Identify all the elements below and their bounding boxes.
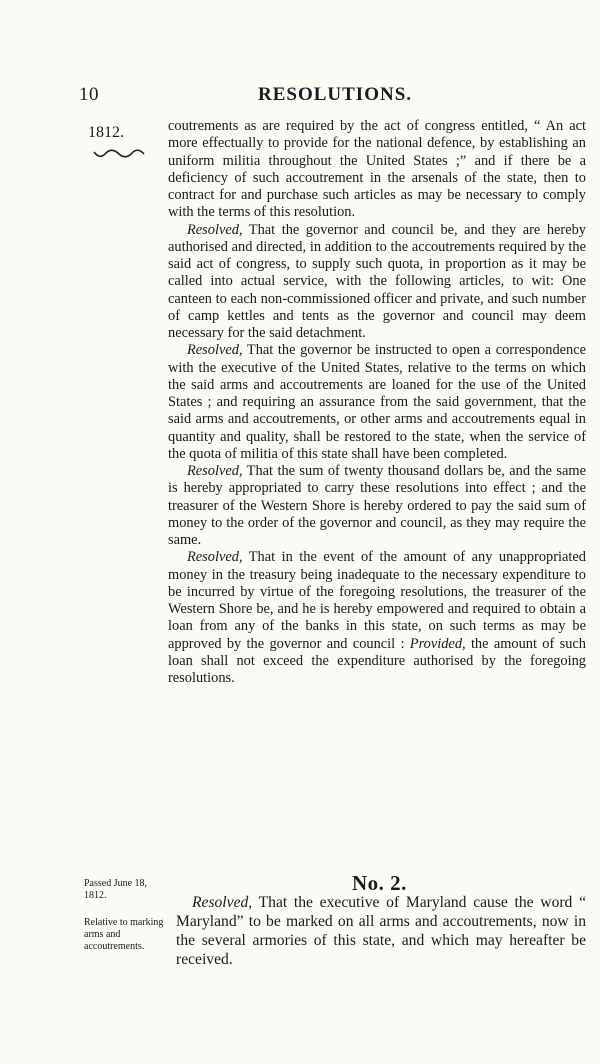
paragraph-text: the amount of such loan shall not exceed the expenditure authorised by the foregoing resolutions. — [168, 635, 586, 686]
flourish-ornament-icon — [92, 148, 146, 160]
page-header — [0, 84, 600, 112]
paragraph-text: That the executive of Maryland cause the word “ Maryland” to be marked on all arms and accoutrements, now in the several armories of this state, and which may hereafter be received. — [176, 894, 586, 968]
paragraph-text: That the governor be instructed to open a correspondence with the executive of the United States, relative to the terms on which the said arms and accoutrements are loaned for the use of the United States ; and requiring an assurance from the said government, that the said arms and accoutrements, or other arms and accoutrements equal in quantity and quality, shall be restored to the state, when the service of the quota of militia of this state shall have been completed. — [168, 342, 586, 462]
paragraph-continuation — [168, 118, 586, 222]
resolutions-body — [168, 118, 586, 687]
page-number: 10 — [79, 84, 99, 105]
provided-lead: Provided, — [409, 635, 466, 652]
resolution-paragraph — [168, 463, 586, 549]
margin-note-relative: Relative to marking arms and accoutrements. — [84, 917, 164, 952]
running-head: RESOLUTIONS. — [258, 84, 413, 105]
side-year: 1812. — [88, 124, 124, 141]
resolved-lead: Resolved, — [187, 342, 243, 359]
margin-note-passed: Passed June 18, 1812. — [84, 878, 148, 901]
resolution-paragraph — [176, 893, 586, 969]
resolved-lead: Resolved, — [187, 463, 243, 479]
resolved-lead: Resolved, — [187, 549, 243, 566]
resolution-paragraph — [168, 342, 586, 463]
resolved-lead: Resolved, — [192, 894, 253, 911]
resolved-lead: Resolved, — [187, 221, 243, 238]
resolution-paragraph — [168, 222, 586, 343]
resolution-paragraph — [168, 549, 586, 687]
resolution-no-2 — [176, 893, 586, 969]
paragraph-text: That the governor and council be, and they are hereby authorised and directed, in addition to the accoutrements required by the said act of congress, to supply such quota, in proportion as it may be called into actual service, with the following articles, to wit: One canteen to each non-commissioned officer and private, and such number of camp kettles and tents as the governor and council may deem necessary for the said detachment. — [168, 221, 586, 341]
section-title: No. 2. — [352, 871, 407, 895]
paragraph-text: coutrements as are required by the act of congress entitled, “ An act more effectually to provide for the national defence, by establishing an uniform militia throughout the United States ;” and if there be a deficiency of such accoutrement in the arsenals of the state, then to contract for and purchase such articles as may be necessary to comply with the terms of this resolution. — [168, 118, 586, 221]
paragraph-text: That in the event of the amount of any unappropriated money in the treasury being inadequate to the necessary expenditure to be incurred by virtue of the foregoing resolutions, the treasurer of the Western Shore be, and he is hereby empowered and required to obtain a loan from any of the banks in this state, on such terms as may be approved by the governor and council : — [168, 549, 586, 652]
paragraph-text: That the sum of twenty thousand dollars be, and the same is hereby appropriated to carry these resolutions into effect ; and the treasurer of the Western Shore is hereby ordered to pay the said sum of money to the order of the governor and council, as they may require the same. — [168, 463, 586, 548]
